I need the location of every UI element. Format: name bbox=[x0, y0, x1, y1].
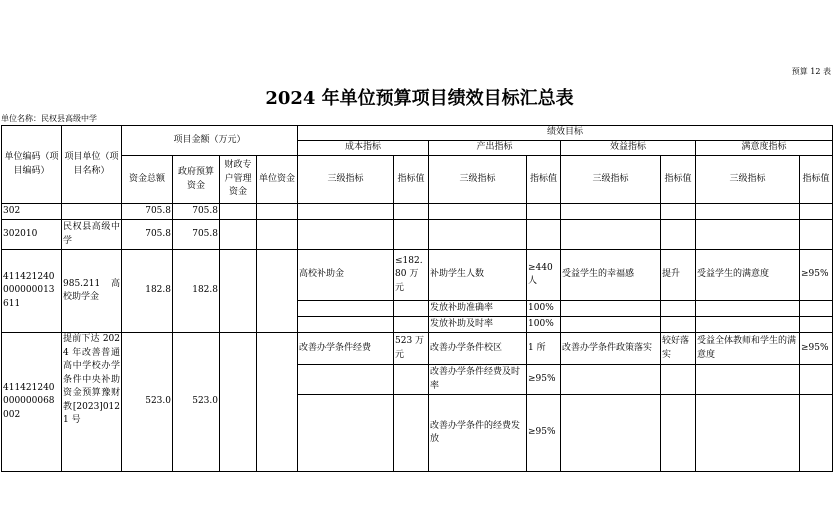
cell-output-value: 100% bbox=[527, 317, 561, 333]
header-output: 产出指标 bbox=[429, 141, 561, 156]
header-level3: 三级指标 bbox=[429, 156, 527, 204]
header-performance: 绩效目标 bbox=[298, 126, 833, 141]
table-row bbox=[2, 333, 833, 365]
header-project-unit: 项目单位（项目名称） bbox=[62, 126, 122, 204]
cell-satisfaction-value: ≥95% bbox=[800, 250, 833, 301]
cell-code: 411421240000000068002 bbox=[2, 333, 62, 472]
cell-total: 182.8 bbox=[122, 250, 173, 333]
cell-total: 523.0 bbox=[122, 333, 173, 472]
cell-output-value: 100% bbox=[527, 301, 561, 317]
header-satisfaction: 满意度指标 bbox=[696, 141, 833, 156]
cell-output-indicator: 补助学生人数 bbox=[429, 250, 527, 301]
cell-cost-value: 523 万元 bbox=[394, 333, 429, 365]
header-value: 指标值 bbox=[800, 156, 833, 204]
header-value: 指标值 bbox=[661, 156, 696, 204]
cell-code: 302010 bbox=[2, 220, 62, 250]
unit-name-label: 单位名称：民权县高级中学 bbox=[1, 114, 97, 123]
header-gov: 政府预算资金 bbox=[173, 156, 220, 204]
cell-output-value: ≥95% bbox=[527, 395, 561, 472]
cell-gov: 182.8 bbox=[173, 250, 220, 333]
cell-output-indicator: 发放补助准确率 bbox=[429, 301, 527, 317]
cell-satisfaction-indicator: 受益全体教师和学生的满意度 bbox=[696, 333, 800, 365]
header-total: 资金总额 bbox=[122, 156, 173, 204]
cell-gov: 705.8 bbox=[173, 220, 220, 250]
page-title: 2024 年单位预算项目绩效目标汇总表 bbox=[265, 88, 574, 109]
cell-satisfaction-indicator: 受益学生的满意度 bbox=[696, 250, 800, 301]
cell-gov: 705.8 bbox=[173, 204, 220, 220]
header-level3: 三级指标 bbox=[561, 156, 661, 204]
header-amount: 项目金额（万元） bbox=[122, 126, 298, 156]
cell-output-indicator: 改善办学条件校区 bbox=[429, 333, 527, 365]
header-row-3 bbox=[2, 156, 833, 204]
budget-table bbox=[1, 125, 833, 472]
header-special: 财政专户管理资金 bbox=[220, 156, 257, 204]
cell-code: 411421240000000013611 bbox=[2, 250, 62, 333]
form-number: 预算 12 表 bbox=[791, 67, 831, 76]
header-value: 指标值 bbox=[394, 156, 429, 204]
cell-cost-value: ≤182.80 万元 bbox=[394, 250, 429, 301]
header-benefit: 效益指标 bbox=[561, 141, 696, 156]
cell-total: 705.8 bbox=[122, 220, 173, 250]
cell-benefit-indicator: 受益学生的幸福感 bbox=[561, 250, 661, 301]
cell-name: 985.211 高校助学金 bbox=[62, 250, 122, 333]
cell-output-value: 1 所 bbox=[527, 333, 561, 365]
header-unitfund: 单位资金 bbox=[257, 156, 298, 204]
cell-benefit-indicator: 改善办学条件政策落实 bbox=[561, 333, 661, 365]
cell-output-value: ≥440 人 bbox=[527, 250, 561, 301]
header-cost: 成本指标 bbox=[298, 141, 429, 156]
header-level3: 三级指标 bbox=[298, 156, 394, 204]
cell-name: 提前下达 2024 年改善普通高中学校办学条件中央补助资金预算豫财教[2023]0121 号 bbox=[62, 333, 122, 472]
cell-benefit-value: 较好落实 bbox=[661, 333, 696, 365]
cell-benefit-value: 提升 bbox=[661, 250, 696, 301]
table-row bbox=[2, 250, 833, 301]
table-row bbox=[2, 220, 833, 250]
cell-output-value: ≥95% bbox=[527, 365, 561, 395]
cell-gov: 523.0 bbox=[173, 333, 220, 472]
cell-cost-indicator: 高校补助金 bbox=[298, 250, 394, 301]
cell-code: 302 bbox=[2, 204, 62, 220]
cell-output-indicator: 改善办学条件的经费发放 bbox=[429, 395, 527, 472]
header-value: 指标值 bbox=[527, 156, 561, 204]
cell-cost-indicator: 改善办学条件经费 bbox=[298, 333, 394, 365]
cell-output-indicator: 改善办学条件经费及时率 bbox=[429, 365, 527, 395]
cell-name: 民权县高级中学 bbox=[62, 220, 122, 250]
header-row-1 bbox=[2, 126, 833, 141]
cell-output-indicator: 发放补助及时率 bbox=[429, 317, 527, 333]
cell-total: 705.8 bbox=[122, 204, 173, 220]
header-level3: 三级指标 bbox=[696, 156, 800, 204]
header-unit-code: 单位编码（项目编码） bbox=[2, 126, 62, 204]
cell-satisfaction-value: ≥95% bbox=[800, 333, 833, 365]
table-row bbox=[2, 204, 833, 220]
